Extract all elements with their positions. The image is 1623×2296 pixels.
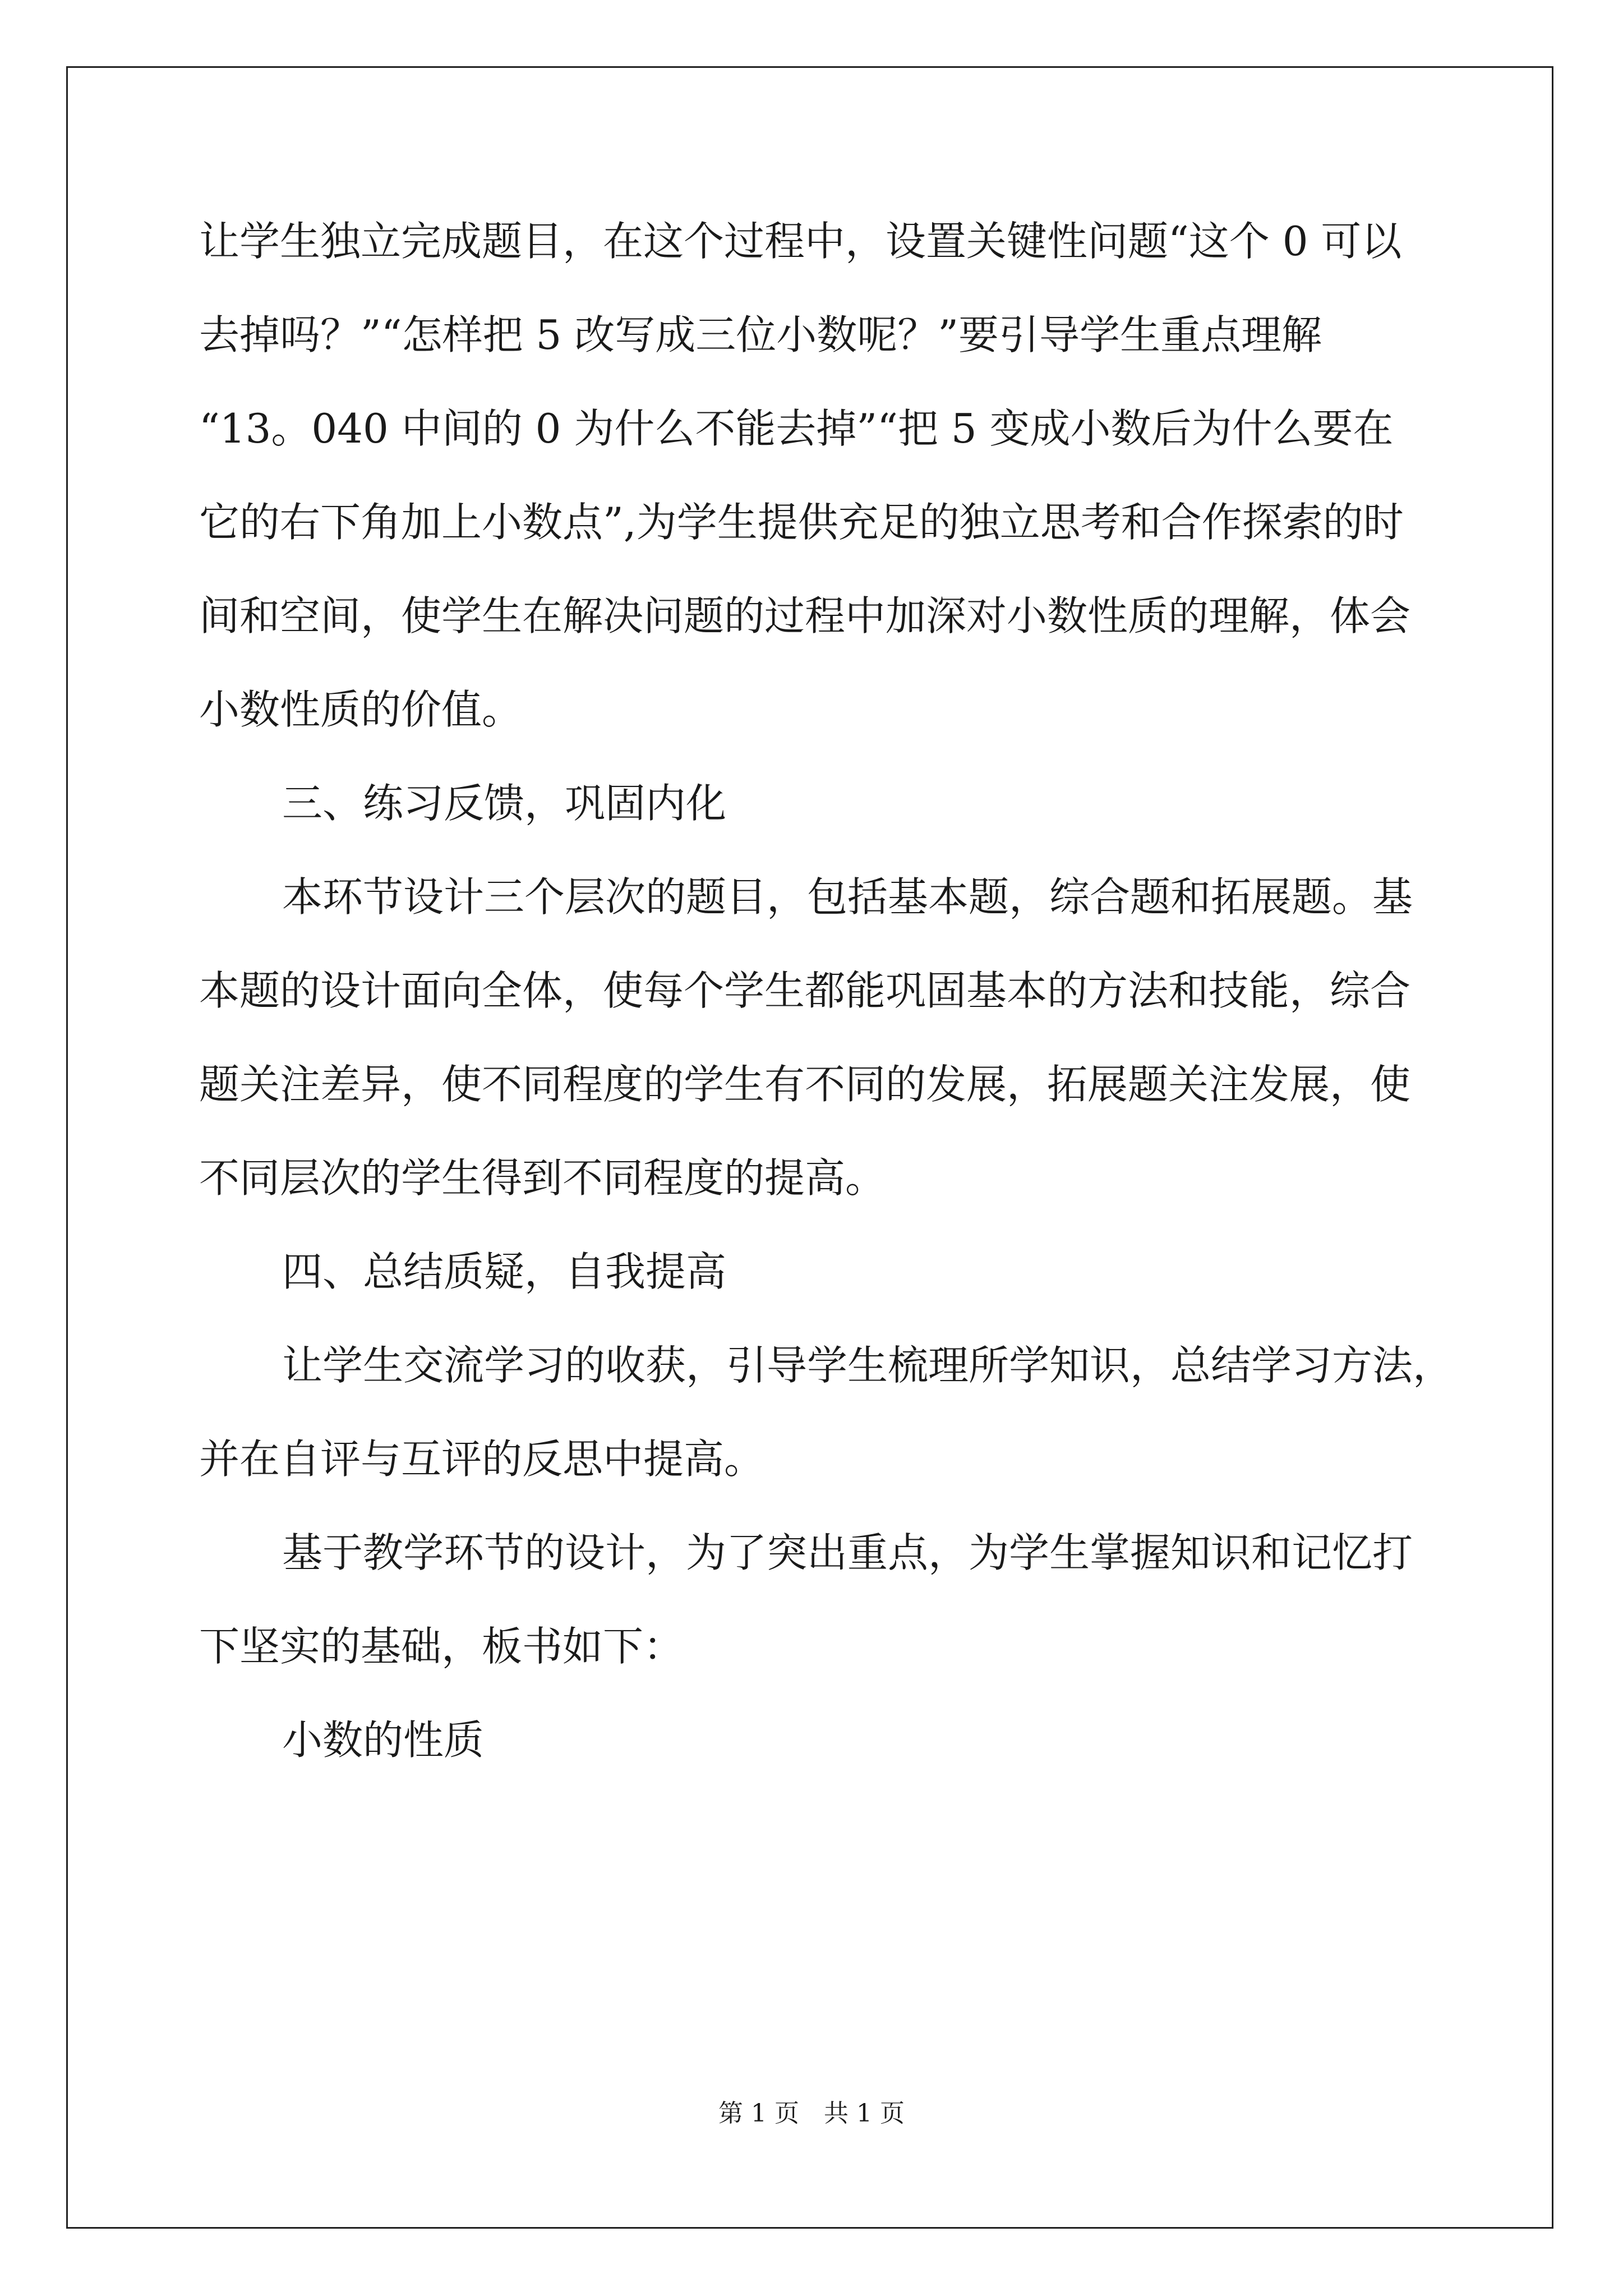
body-line: 题关注差异，使不同程度的学生有不同的发展，拓展题关注发展，使 [199, 1061, 1411, 1108]
body-line: 它的右下角加上小数点”,为学生提供充足的独立思考和合作探索的时 [199, 499, 1404, 546]
body-line: 让学生交流学习的收获，引导学生梳理所学知识，总结学习方法， [282, 1342, 1454, 1389]
body-line: 本题的设计面向全体，使每个学生都能巩固基本的方法和技能，综合 [199, 967, 1411, 1014]
body-line: 间和空间，使学生在解决问题的过程中加深对小数性质的理解，体会 [199, 592, 1411, 639]
body-line: “13。040 中间的 0 为什么不能去掉”“把 5 变成小数后为什么要在 [199, 405, 1394, 452]
body-line: 不同层次的学生得到不同程度的提高。 [199, 1154, 886, 1202]
body-line: 并在自评与互评的反思中提高。 [199, 1435, 765, 1483]
section-heading: 三、练习反馈，巩固内化 [282, 780, 727, 827]
body-line: 小数性质的价值。 [199, 686, 523, 733]
body-line: 基于教学环节的设计，为了突出重点，为学生掌握知识和记忆打 [282, 1529, 1413, 1576]
page-footer: 第 1 页 共 1 页 [718, 2099, 905, 2128]
body-line: 下坚实的基础，板书如下： [199, 1623, 684, 1670]
body-line: 去掉吗？”“怎样把 5 改写成三位小数呢？”要引导学生重点理解 [199, 311, 1322, 358]
section-heading: 四、总结质疑，自我提高 [282, 1248, 727, 1295]
body-line: 本环节设计三个层次的题目，包括基本题，综合题和拓展题。基 [282, 873, 1413, 921]
page-border [66, 66, 1553, 2229]
body-line: 让学生独立完成题目，在这个过程中，设置关键性问题“这个 0 可以 [199, 218, 1402, 265]
board-title: 小数的性质 [282, 1717, 485, 1764]
